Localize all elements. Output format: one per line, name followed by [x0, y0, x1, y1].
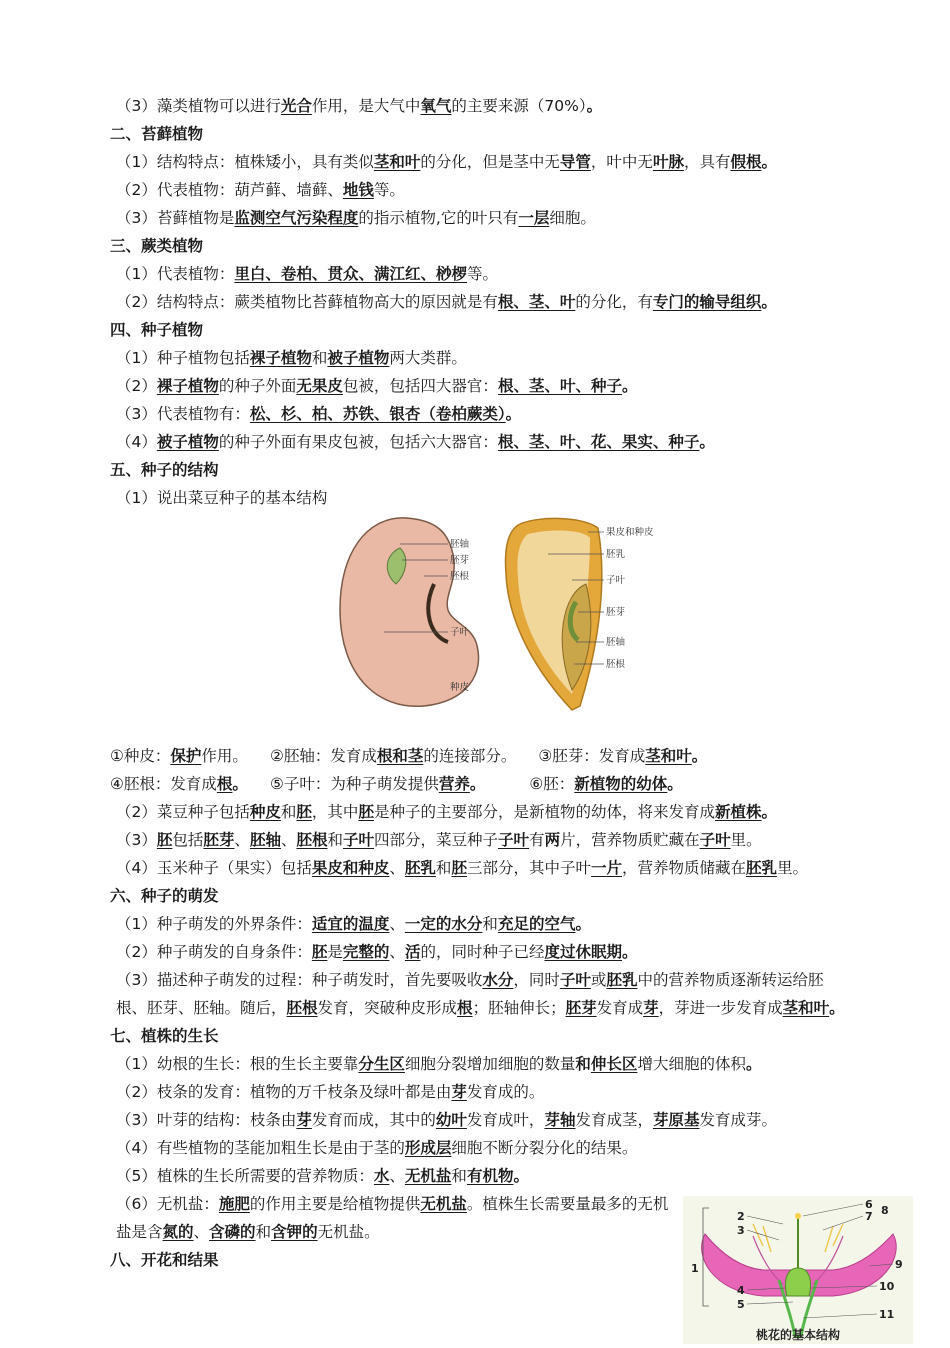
peach-number: 3 — [737, 1224, 745, 1237]
peach-number: 1 — [691, 1262, 699, 1275]
peach-number: 8 — [881, 1204, 889, 1217]
seed-structure-line: （4）玉米种子（果实）包括果皮和种皮、胚乳和胚三部分，其中子叶一片，营养物质储藏在胚乳里。 — [116, 859, 809, 877]
section-heading-growth: 七、植株的生长 — [110, 1027, 219, 1045]
seed-structure-line: （2）菜豆种子包括种皮和胚，其中胚是种子的主要部分，是新植物的幼体，将来发育成新植株。 — [116, 803, 777, 821]
corn-label: 胚芽 — [606, 607, 626, 618]
growth-line: （5）植株的生长所需要的营养物质：水、无机盐和有机物。 — [116, 1167, 529, 1185]
moss-line: （2）代表植物：葫芦藓、墙藓、地钱等。 — [116, 181, 405, 199]
section-heading-moss: 二、苔藓植物 — [110, 125, 204, 143]
section-heading-germination: 六、种子的萌发 — [110, 887, 219, 905]
peach-number: 9 — [895, 1258, 903, 1271]
seed-diagrams — [110, 512, 850, 742]
growth-line: （2）枝条的发育：植物的万千枝条及绿叶都是由芽发育成的。 — [116, 1083, 545, 1101]
seed-plants-line: （4）被子植物的种子外面有果皮包被，包括六大器官：根、茎、叶、花、果实、种子。 — [116, 433, 715, 451]
peach-number: 7 — [865, 1210, 873, 1223]
bean-label: 胚轴 — [450, 539, 470, 550]
peach-number: 2 — [737, 1210, 745, 1223]
corn-label: 胚轴 — [606, 637, 626, 648]
corn-label: 胚乳 — [606, 549, 626, 560]
growth-line: （3）叶芽的结构：枝条由芽发育而成，其中的幼叶发育成叶，芽轴发育成茎，芽原基发育成芽。 — [116, 1111, 777, 1129]
peach-caption: 桃花的基本结构 — [755, 1328, 841, 1342]
germination-line: （1）种子萌发的外界条件：适宜的温度、一定的水分和充足的空气。 — [116, 915, 591, 933]
peach-number: 5 — [737, 1298, 745, 1311]
fern-line: （1）代表植物：里白、卷柏、贯众、满江红、桫椤等。 — [116, 265, 499, 283]
corn-label: 果皮和种皮 — [606, 527, 654, 538]
corn-label: 胚根 — [606, 659, 626, 670]
ovary-shape — [785, 1268, 810, 1296]
germination-process-paragraph: （3）描述种子萌发的过程：种子萌发时，首先要吸收水分，同时子叶或胚乳中的营养物质逐渐转运给胚根、胚芽、胚轴。随后，胚根发育，突破种皮形成根；胚轴伸长；胚芽发育成芽，芽进一步发育成茎和叶。 — [116, 971, 845, 1017]
growth-line: （4）有些植物的茎能加粗生长是由于茎的形成层细胞不断分裂分化的结果。 — [116, 1139, 638, 1157]
seed-plants-line: （1）种子植物包括裸子植物和被子植物两大类群。 — [116, 349, 467, 367]
section-heading-seed-structure: 五、种子的结构 — [110, 461, 219, 479]
seed-plants-line: （2）裸子植物的种子外面无果皮包被，包括四大器官：根、茎、叶、种子。 — [116, 377, 638, 395]
peach-number: 10 — [879, 1280, 895, 1293]
section-heading-seed-plants: 四、种子植物 — [110, 321, 204, 339]
bean-seed-diagram — [336, 514, 496, 714]
seed-structure-line: （3）胚包括胚芽、胚轴、胚根和子叶四部分，菜豆种子子叶有两片，营养物质贮藏在子叶里。 — [116, 831, 762, 849]
fern-line: （2）结构特点：蕨类植物比苔藓植物高大的原因就是有根、茎、叶的分化，有专门的输导组织。 — [116, 293, 777, 311]
peach-number: 6 — [865, 1198, 873, 1211]
peach-flower-diagram — [683, 1196, 913, 1344]
growth-line: （1）幼根的生长：根的生长主要靠分生区细胞分裂增加细胞的数量和伸长区增大细胞的体积。 — [116, 1055, 762, 1073]
seed-parts-line: ④胚根：发育成根。 ⑤子叶：为种子萌发提供营养。 ⑥胚：新植物的幼体。 — [110, 775, 683, 793]
section-heading-fern: 三、蕨类植物 — [110, 237, 204, 255]
seed-structure-prompt: （1）说出菜豆种子的基本结构 — [116, 489, 328, 507]
bean-label: 胚芽 — [450, 555, 470, 566]
mineral-paragraph: （6）无机盐：施肥的作用主要是给植物提供无机盐。植株生长需要量最多的无机盐是含氮的、含磷的和含钾的无机盐。 — [116, 1195, 669, 1241]
corn-seed-diagram — [498, 514, 678, 714]
bean-label: 子叶 — [450, 627, 470, 638]
seed-plants-line: （3）代表植物有：松、杉、柏、苏铁、银杏（卷柏蕨类）。 — [116, 405, 522, 423]
germination-line: （2）种子萌发的自身条件：胚是完整的、活的，同时种子已经度过休眠期。 — [116, 943, 638, 961]
moss-line: （3）苔藓植物是监测空气污染程度的指示植物,它的叶只有一层细胞。 — [116, 209, 596, 227]
section-heading-flowering: 八、开花和结果 — [110, 1251, 219, 1269]
algae-line: （3）藻类植物可以进行光合作用，是大气中氧气的主要来源（70%）。 — [116, 97, 603, 115]
seed-parts-line: ①种皮：保护作用。 ②胚轴：发育成根和茎的连接部分。 ③胚芽：发育成茎和叶。 — [110, 747, 708, 765]
peach-number: 4 — [737, 1284, 745, 1297]
moss-line: （1）结构特点：植株矮小，具有类似茎和叶的分化，但是茎中无导管，叶中无叶脉，具有假根。 — [116, 153, 777, 171]
document-body — [110, 92, 850, 1274]
corn-label: 子叶 — [606, 575, 626, 586]
bean-label: 胚根 — [450, 571, 470, 582]
peach-number: 11 — [879, 1308, 895, 1321]
bean-label: 种皮 — [450, 682, 470, 693]
